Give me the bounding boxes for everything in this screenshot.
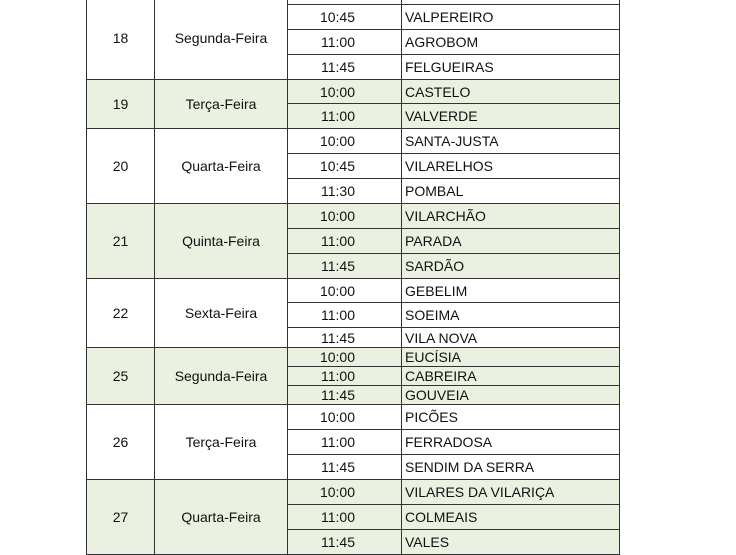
- time-cell: 10:00: [288, 405, 402, 430]
- location-cell: VALVERDE: [402, 104, 620, 129]
- table-row: [87, 348, 620, 367]
- time-cell: 10:45: [288, 5, 402, 30]
- location-cell: VILARES DA VILARIÇA: [402, 480, 620, 505]
- weekday-cell: Segunda-Feira: [155, 0, 288, 80]
- time-cell: 10:00: [288, 279, 402, 303]
- weekday-cell: Sexta-Feira: [155, 279, 288, 348]
- day-number-cell: 21: [87, 204, 155, 279]
- day-number-cell: 22: [87, 279, 155, 348]
- location-cell: SOEIMA: [402, 303, 620, 328]
- location-cell: CABREIRA: [402, 367, 620, 386]
- location-cell: PICÕES: [402, 405, 620, 430]
- weekday-cell: Terça-Feira: [155, 80, 288, 129]
- location-cell: SARDÃO: [402, 254, 620, 279]
- day-number-cell: 19: [87, 80, 155, 129]
- location-cell: VILA NOVA: [402, 328, 620, 348]
- time-cell: 11:45: [288, 328, 402, 348]
- time-cell: 11:45: [288, 386, 402, 405]
- table-row: [87, 129, 620, 154]
- time-cell: 10:00: [288, 348, 402, 367]
- time-cell: 10:00: [288, 480, 402, 505]
- day-number-cell: 20: [87, 129, 155, 204]
- location-cell: SENDIM DA SERRA: [402, 455, 620, 480]
- time-cell: 11:00: [288, 229, 402, 254]
- weekday-cell: Quinta-Feira: [155, 204, 288, 279]
- location-cell: VALES: [402, 530, 620, 555]
- weekday-cell: Segunda-Feira: [155, 348, 288, 405]
- time-cell: 11:00: [288, 430, 402, 455]
- location-cell: PARADA: [402, 229, 620, 254]
- schedule-body: [87, 0, 620, 555]
- location-cell: GOUVEIA: [402, 386, 620, 405]
- time-cell: 10:00: [288, 80, 402, 104]
- time-cell: 11:00: [288, 104, 402, 129]
- location-cell: FELGUEIRAS: [402, 55, 620, 80]
- time-cell: 11:45: [288, 55, 402, 80]
- table-row: [87, 279, 620, 303]
- time-cell: 11:00: [288, 30, 402, 55]
- schedule-table: [86, 0, 620, 555]
- time-cell: 11:45: [288, 254, 402, 279]
- location-cell: FERRADOSA: [402, 430, 620, 455]
- location-cell: CASTELO: [402, 80, 620, 104]
- day-number-cell: 26: [87, 405, 155, 480]
- time-cell: 11:00: [288, 505, 402, 530]
- location-cell: SANTA-JUSTA: [402, 129, 620, 154]
- table-row: [87, 204, 620, 229]
- location-cell: POMBAL: [402, 179, 620, 204]
- time-cell: 10:00: [288, 204, 402, 229]
- location-cell: AGROBOM: [402, 30, 620, 55]
- weekday-cell: Quarta-Feira: [155, 129, 288, 204]
- weekday-cell: Terça-Feira: [155, 405, 288, 480]
- location-cell: EUCÍSIA: [402, 348, 620, 367]
- time-cell: 11:00: [288, 303, 402, 328]
- table-row: [87, 80, 620, 104]
- weekday-cell: Quarta-Feira: [155, 480, 288, 555]
- table-row: [87, 480, 620, 505]
- day-number-cell: 18: [87, 0, 155, 80]
- location-cell: VILARELHOS: [402, 154, 620, 179]
- time-cell: 11:45: [288, 455, 402, 480]
- location-cell: VILARCHÃO: [402, 204, 620, 229]
- time-cell: 10:45: [288, 154, 402, 179]
- location-cell: VALPEREIRO: [402, 5, 620, 30]
- location-cell: COLMEAIS: [402, 505, 620, 530]
- time-cell: 11:30: [288, 179, 402, 204]
- time-cell: 11:00: [288, 367, 402, 386]
- day-number-cell: 27: [87, 480, 155, 555]
- day-number-cell: 25: [87, 348, 155, 405]
- time-cell: 10:00: [288, 129, 402, 154]
- table-row: [87, 405, 620, 430]
- location-cell: GEBELIM: [402, 279, 620, 303]
- time-cell: 11:45: [288, 530, 402, 555]
